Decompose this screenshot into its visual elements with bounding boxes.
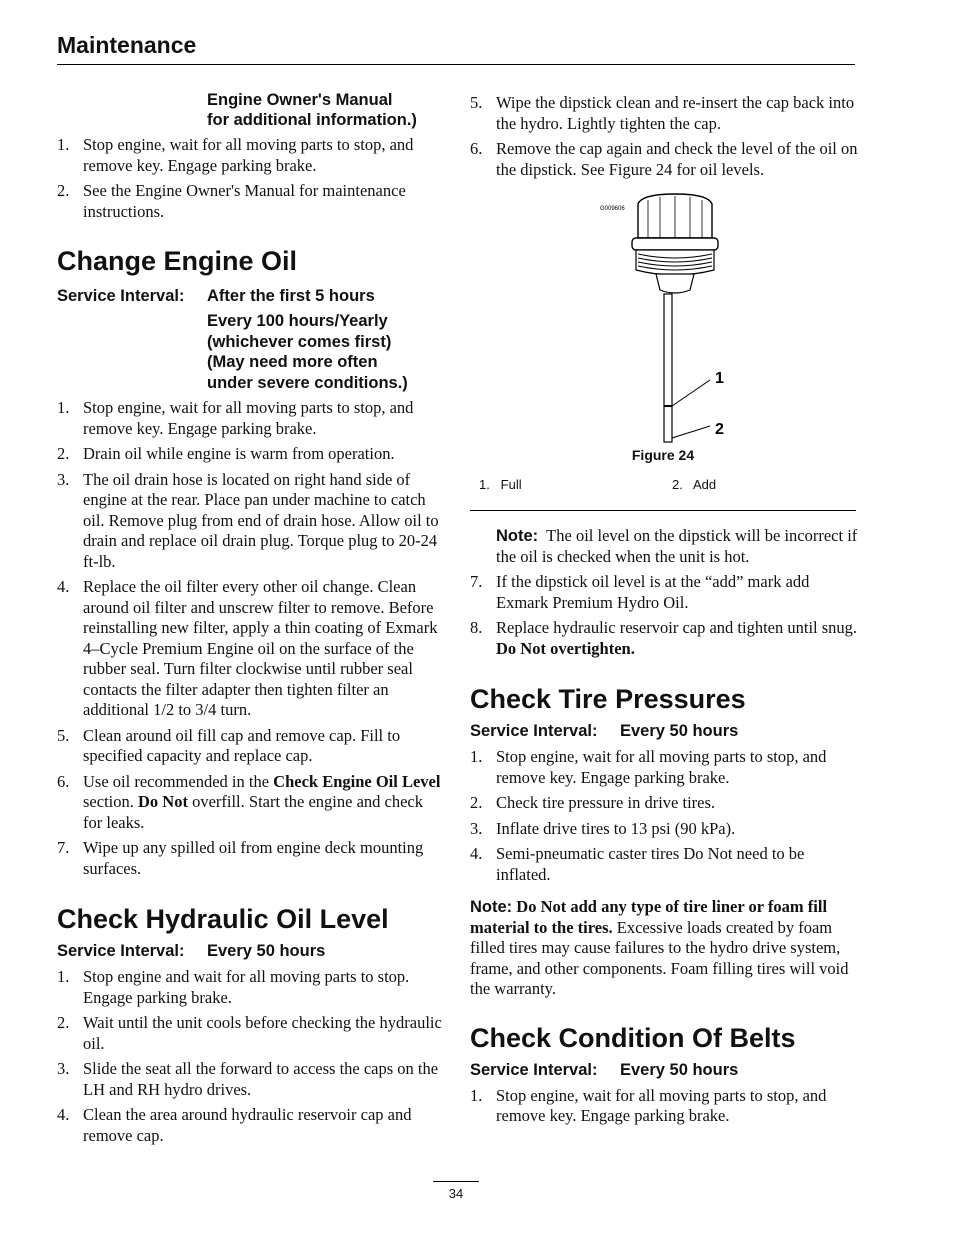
figure-caption: Figure 24 [631, 447, 695, 463]
list-item: 2. Check tire pressure in drive tires. [470, 793, 716, 812]
heading-change-engine-oil: Change Engine Oil [57, 246, 298, 276]
hydraulic-steps [57, 967, 445, 1146]
legend-add: 2. Add [672, 477, 717, 492]
list-item: 5. Clean around oil fill cap and remove cap. Fill to specified capacity and replace cap. [57, 725, 401, 765]
list-item: 4. Replace the oil filter every other oil change. Clean around oil filter and unscrew filter to remove. Before reinstalling new filter, apply a thin coating of Exmark 4–Cycle Premium Engine oil on the surface of the rubber seal. Turn filter clockwise until rubber seal contacts the filter adapter then tighten filter an additional 1/2 to 3/4 turn. [57, 577, 438, 719]
service-interval: Service Interval: Every 50 hours [470, 1060, 739, 1079]
note-tire-liner: Note: Do Not add any type of tire liner or foam fill material to the tires. Excessive loads created by foam filled tires may cause failures to the hydro drive system, frame, and other components. Foam filling tires will void the warranty. [470, 897, 849, 998]
list-item: 7. If the dipstick oil level is at the “add” mark add Exmark Premium Hydro Oil. [470, 572, 810, 612]
page-number-rule [433, 1181, 479, 1182]
list-item: 1. Stop engine, wait for all moving parts to stop, and remove key. Engage parking brake. [57, 135, 414, 175]
service-interval-line: for additional information.) [207, 111, 417, 129]
list-item: 1. Stop engine, wait for all moving parts to stop, and remove key. Engage parking brake. [470, 1085, 827, 1125]
figure-legend [470, 477, 856, 495]
left-column [57, 90, 445, 1151]
tire-steps [470, 747, 858, 885]
page-number: 34 [448, 1186, 464, 1201]
list-item: 6. Remove the cap again and check the level of the oil on the dipstick. See Figure 24 for oil levels. [470, 139, 858, 179]
dipstick-illustration [470, 190, 856, 460]
list-item: 7. Wipe up any spilled oil from engine deck mounting surfaces. [57, 838, 424, 878]
callout-2: 2 [715, 421, 724, 438]
list-item: 8. Replace hydraulic reservoir cap and tighten until snug. Do Not overtighten. [470, 618, 858, 658]
note-hot-oil: Note: The oil level on the dipstick will be incorrect if the oil is checked when the unit is hot. [496, 526, 858, 566]
intro-steps [57, 135, 445, 222]
belt-steps [470, 1086, 858, 1127]
list-item: 3. The oil drain hose is located on right hand side of engine at the rear. Place pan under machine to catch oil. Remove plug from end of drain hose. Allow oil to drain and replace oil drain plug. Torque plug to 20-24 ft-lb. [57, 469, 439, 571]
list-item: 2. Wait until the unit cools before checking the hydraulic oil. [57, 1013, 442, 1053]
header-rule [57, 64, 855, 65]
heading-check-hydraulic-oil-level: Check Hydraulic Oil Level [57, 904, 389, 934]
figure-24 [470, 190, 858, 512]
service-interval: Service Interval: Every 50 hours [57, 942, 326, 960]
right-column [470, 93, 858, 1132]
list-item: 4. Semi-pneumatic caster tires Do Not need to be inflated. [470, 844, 805, 884]
callout-1: 1 [715, 370, 724, 387]
hydraulic-steps-end [470, 572, 858, 659]
service-interval-extra: Every 100 hours/Yearly (whichever comes first) (May need more often under severe conditions.) [207, 312, 408, 392]
section-header: Maintenance [57, 32, 197, 58]
intro-service-extra [57, 90, 445, 130]
change-oil-steps [57, 398, 445, 879]
figure-code: G009606 [600, 206, 625, 212]
service-interval: Service Interval: Every 50 hours [470, 722, 739, 740]
list-item: 1. Stop engine, wait for all moving parts to stop, and remove key. Engage parking brake. [57, 398, 414, 438]
service-interval: Service Interval: After the first 5 hours [57, 287, 375, 305]
list-item: 6. Use oil recommended in the Check Engine Oil Level section. Do Not overfill. Start the engine and check for leaks. [57, 771, 441, 832]
list-item: 1. Stop engine and wait for all moving parts to stop. Engage parking brake. [57, 967, 410, 1007]
list-item: 3. Slide the seat all the forward to access the caps on the LH and RH hydro drives. [57, 1059, 439, 1099]
list-item: 2. Drain oil while engine is warm from operation. [57, 444, 395, 463]
heading-check-condition-of-belts: Check Condition Of Belts [470, 1022, 796, 1053]
list-item: 5. Wipe the dipstick clean and re-insert the cap back into the hydro. Lightly tighten the cap. [470, 93, 855, 133]
heading-check-tire-pressures: Check Tire Pressures [470, 684, 746, 714]
service-interval-line: Engine Owner's Manual [207, 91, 393, 109]
list-item: 2. See the Engine Owner's Manual for maintenance instructions. [57, 181, 406, 221]
list-item: 1. Stop engine, wait for all moving parts to stop, and remove key. Engage parking brake. [470, 747, 827, 787]
list-item: 4. Clean the area around hydraulic reservoir cap and remove cap. [57, 1105, 412, 1145]
list-item: 3. Inflate drive tires to 13 psi (90 kPa). [470, 818, 736, 838]
hydraulic-steps-continued [470, 93, 858, 180]
legend-full: 1. Full [479, 477, 522, 492]
figure-rule [470, 510, 856, 511]
